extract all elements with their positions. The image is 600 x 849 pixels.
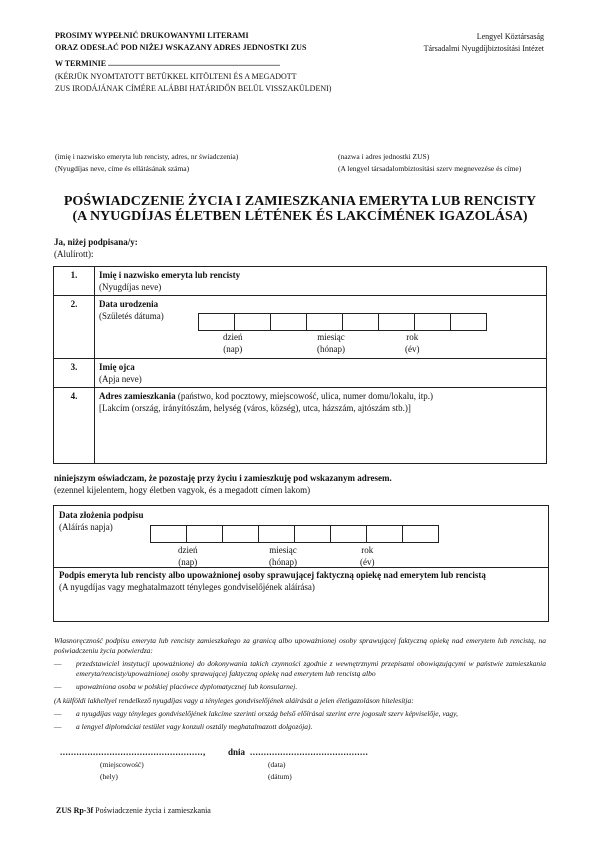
address-field[interactable] — [95, 388, 547, 464]
dnia-label: dnia — [228, 747, 246, 757]
dash-icon: — — [54, 682, 62, 691]
intro-pl: Ja, niżej podpisana/y: — [54, 237, 138, 247]
signature-date-boxes[interactable] — [151, 525, 439, 543]
date-label-hu: (dátum) — [268, 772, 292, 781]
notes-item-3: a nyugdíjas vagy tényleges gondviselőjének lakcíme szerinti ország belső előírásai szerint erre jogosult szerv képviselője, vagy, — [76, 709, 458, 718]
zus-address-label-hu: (A lengyel társadalombiztosítási szerv megnevezése és címe) — [338, 164, 522, 173]
notes-item-4: a lengyel diplomáciai testület vagy konzuli osztály meghatalmazott dolgozója). — [76, 722, 313, 731]
pensioner-address-label-hu: (Nyugdíjas neve, címe és ellátásának száma) — [55, 164, 190, 173]
form-footer-text: Poświadczenie życia i zamieszkania — [93, 806, 211, 815]
signature-divider — [54, 567, 548, 568]
date-field[interactable]: ........................................... — [250, 747, 369, 757]
birth-date-field[interactable] — [95, 296, 547, 359]
row-label-detail: (państwo, kod pocztowy, miejscowość, ulica, numer domu/lokalu, itp.) — [175, 391, 433, 401]
header-pl-line2: ORAZ ODESŁAĆ POD NIŻEJ WSKAZANY ADRES JEDNOSTKI ZUS — [55, 43, 307, 52]
father-name-field[interactable] — [95, 359, 547, 388]
date-year-label: rok (év) — [405, 332, 420, 354]
signature-field[interactable] — [59, 594, 543, 618]
birth-date-boxes[interactable] — [199, 313, 487, 331]
header-hu-line1: (KÉRJÜK NYOMTATOTT BETÜKKEL KITÖLTENI ÉS A MEGADOTT — [55, 72, 297, 81]
dash-icon: — — [54, 709, 62, 718]
row-label-hu: (Születés dátuma) — [99, 311, 164, 321]
row-label: Adres zamieszkania — [99, 391, 176, 401]
declaration-pl: niniejszym oświadczam, że pozostaję przy życiu i zamieszkuję pod wskazanym adresem. — [54, 473, 392, 483]
row-label: Imię i nazwisko emeryta lub rencisty — [99, 270, 241, 280]
date-day-label: dzień (nap) — [178, 545, 198, 567]
signature-date-label-hu: (Aláírás napja) — [59, 522, 113, 532]
table-row — [54, 296, 547, 359]
notes-intro: Własnoręczność podpisu emeryta lub rencisty zamieszkałego za granicą albo upoważnionej osoby sprawującej faktyczną opiekę nad emerytem lub rencistą, na poświadczeniu życia potwierdza: — [54, 636, 546, 655]
place-field[interactable]: ...................................................., — [60, 747, 206, 757]
dash-icon: — — [54, 659, 62, 668]
row-number: 1. — [54, 267, 95, 296]
notes-intro-hu: (A külföldi lakhellyel rendelkező nyugdíjas vagy a tényleges gondviselőjének aláírását a jelen életigazoláson hitelesítja: — [54, 696, 414, 705]
place-label-hu: (hely) — [100, 772, 118, 781]
signature-box — [53, 505, 549, 622]
row-number: 4. — [54, 388, 95, 464]
row-label-hu: (Apja neve) — [99, 374, 142, 384]
document-title: POŚWIADCZENIE ŻYCIA I ZAMIESZKANIA EMERYTA LUB RENCISTY — [63, 194, 537, 209]
form-code: ZUS Rp-3f — [56, 806, 94, 815]
pensioner-address-label: (imię i nazwisko emeryta lub rencisty, adres, nr świadczenia) — [55, 152, 239, 161]
header-right-country: Lengyel Köztársaság — [476, 32, 544, 41]
signature-label: Podpis emeryta lub rencisty albo upoważnionej osoby sprawującej faktyczną opiekę nad emerytem lub rencistą — [59, 570, 486, 580]
row-label: Imię ojca — [99, 362, 135, 372]
declaration-hu: (ezennel kijelentem, hogy életben vagyok, és a megadott címen lakom) — [54, 485, 311, 495]
notes-item-2: upoważniona osoba w polskiej placówce dyplomatycznej lub konsularnej. — [76, 682, 298, 691]
header-pl-line1: PROSIMY WYPEŁNIĆ DRUKOWANYMI LITERAMI — [55, 31, 249, 40]
dash-icon: — — [54, 722, 62, 731]
name-field[interactable] — [95, 267, 547, 296]
date-month-label: miesiąc (hónap) — [269, 545, 297, 567]
date-label: (data) — [268, 760, 286, 769]
date-year-label: rok (év) — [360, 545, 375, 567]
date-month-label: miesiąc (hónap) — [317, 332, 345, 354]
deadline-field[interactable]: W TERMINIE ...................................................................................... — [55, 59, 281, 68]
row-number: 2. — [54, 296, 95, 359]
row-label: Data urodzenia — [99, 299, 159, 309]
signature-date-label: Data złożenia podpisu — [59, 510, 144, 520]
header-right-institution: Társadalmi Nyugdíjbiztosítási Intézet — [423, 44, 544, 53]
place-label: (miejscowość) — [100, 760, 144, 769]
signature-label-hu: (A nyugdíjas vagy meghatalmazott tényleges gondviselőjének aláírása) — [59, 582, 315, 592]
table-row — [54, 388, 547, 464]
table-row — [54, 267, 547, 296]
date-day-label: dzień (nap) — [223, 332, 243, 354]
notes-item-1: przedstawiciel instytucji upoważnionej do dokonywania takich czynności zgodnie z wewnętrznymi przepisami obowiązującymi w państwie zamieszkania emeryta/rencisty/upoważnionej osoby sprawującej faktyczną opiekę nad emerytem lub rencistą albo — [76, 659, 546, 678]
table-row — [54, 359, 547, 388]
intro-hu: (Alulírott): — [54, 249, 94, 259]
personal-data-table — [53, 266, 547, 464]
row-number: 3. — [54, 359, 95, 388]
row-label-hu: (Nyugdíjas neve) — [99, 282, 162, 292]
header-hu-line2: ZUS IRODÁJÁNAK CÍMÉRE ALÁBBI HATÁRIDŐN BELÜL VISSZAKÜLDENI) — [55, 84, 332, 93]
form-footer — [56, 805, 211, 816]
document-title-hu: (A NYUGDÍJAS ÉLETBEN LÉTÉNEK ÉS LAKCÍMÉNEK IGAZOLÁSA) — [72, 209, 528, 224]
zus-address-label: (nazwa i adres jednostki ZUS) — [338, 152, 430, 161]
row-label-hu: [Lakcím (ország, irányítószám, helység (város, község), utca, házszám, ajtószám stb.)] — [99, 403, 411, 413]
